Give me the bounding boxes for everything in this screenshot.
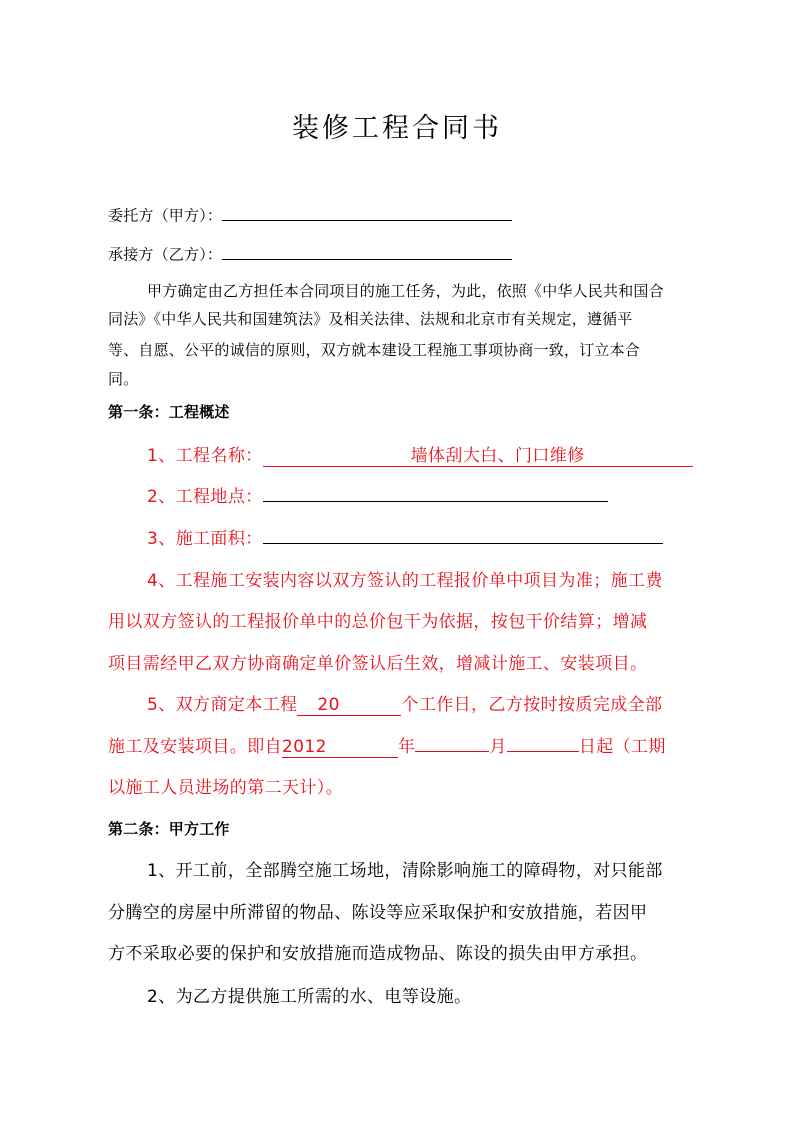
party-a-field[interactable]: [222, 203, 512, 221]
work-days-field[interactable]: [297, 695, 401, 716]
intro-line-4: 同。: [108, 370, 139, 388]
start-month-field[interactable]: [415, 732, 489, 752]
party-b-label: 承接方（乙方）：: [108, 245, 223, 264]
month-label: 月: [489, 737, 507, 757]
party-a-label: 委托方（甲方）：: [108, 206, 223, 225]
article2-item2: 2、为乙方提供施工所需的水、电等设施。: [147, 987, 472, 1007]
article2-heading: 第二条：甲方工作: [108, 820, 230, 838]
item5-line-2: [108, 732, 666, 758]
item4-line-3: 项目需经甲乙双方协商确定单价签认后生效，增减计施工、安装项目。: [108, 654, 648, 674]
day-label: 日起（工期: [578, 737, 666, 757]
intro-line-1: 甲方确定由乙方担任本合同项目的施工任务，为此，依照《中华人民共和国合: [147, 282, 664, 300]
year-label: 年: [398, 737, 416, 757]
construction-area-row: [147, 524, 663, 549]
start-year-value: 2012: [282, 737, 327, 757]
item4-line-1: 4、工程施工安装内容以双方签认的工程报价单中项目为准；施工费: [147, 571, 663, 591]
start-year-field[interactable]: [282, 737, 398, 758]
intro-line-3: 等、自愿、公平的诚信的原则，双方就本建设工程施工事项协商一致，订立本合: [108, 341, 641, 359]
article2-item1-line-3: 方不采取必要的保护和安放措施而造成物品、陈设的损失由甲方承担。: [108, 944, 648, 964]
item4-line-2: 用以双方签认的工程报价单中的总价包干为依据，按包干价结算；增减: [108, 612, 648, 632]
article2-item1-line-1: 1、开工前，全部腾空施工场地，清除影响施工的障碍物，对只能部: [147, 861, 663, 881]
intro-line-2: 同法》《中华人民共和国建筑法》及相关法律、法规和北京市有关规定，遵循平: [108, 310, 633, 328]
party-a-row: [108, 203, 512, 226]
construction-area-label: 3、施工面积：: [147, 529, 263, 549]
document-title: 装修工程合同书: [292, 113, 502, 144]
article2-item1-line-2: 分腾空的房屋中所滞留的物品、陈设等应采取保护和安放措施，若因甲: [108, 903, 648, 923]
project-name-row: [147, 441, 693, 467]
item5-line-1: [147, 690, 662, 716]
party-b-row: [108, 242, 512, 265]
project-location-field[interactable]: [263, 482, 608, 502]
project-name-label: 1、工程名称：: [147, 446, 263, 466]
item5-line2-prefix: 施工及安装项目。即自: [108, 737, 282, 757]
project-name-value: 墙体刮大白、门口维修: [410, 446, 585, 466]
item5-line-3: 以施工人员进场的第二天计）。: [108, 778, 344, 798]
party-b-field[interactable]: [222, 242, 512, 260]
work-days-value: 20: [317, 695, 340, 715]
project-location-label: 2、工程地点：: [147, 487, 263, 507]
item5-suffix: 个工作日，乙方按时按质完成全部: [401, 695, 663, 715]
construction-area-field[interactable]: [263, 524, 663, 544]
start-day-field[interactable]: [507, 732, 579, 752]
article1-heading: 第一条：工程概述: [108, 403, 230, 421]
project-location-row: [147, 482, 608, 507]
item5-prefix: 5、双方商定本工程: [147, 695, 298, 715]
project-name-field[interactable]: [263, 441, 693, 467]
